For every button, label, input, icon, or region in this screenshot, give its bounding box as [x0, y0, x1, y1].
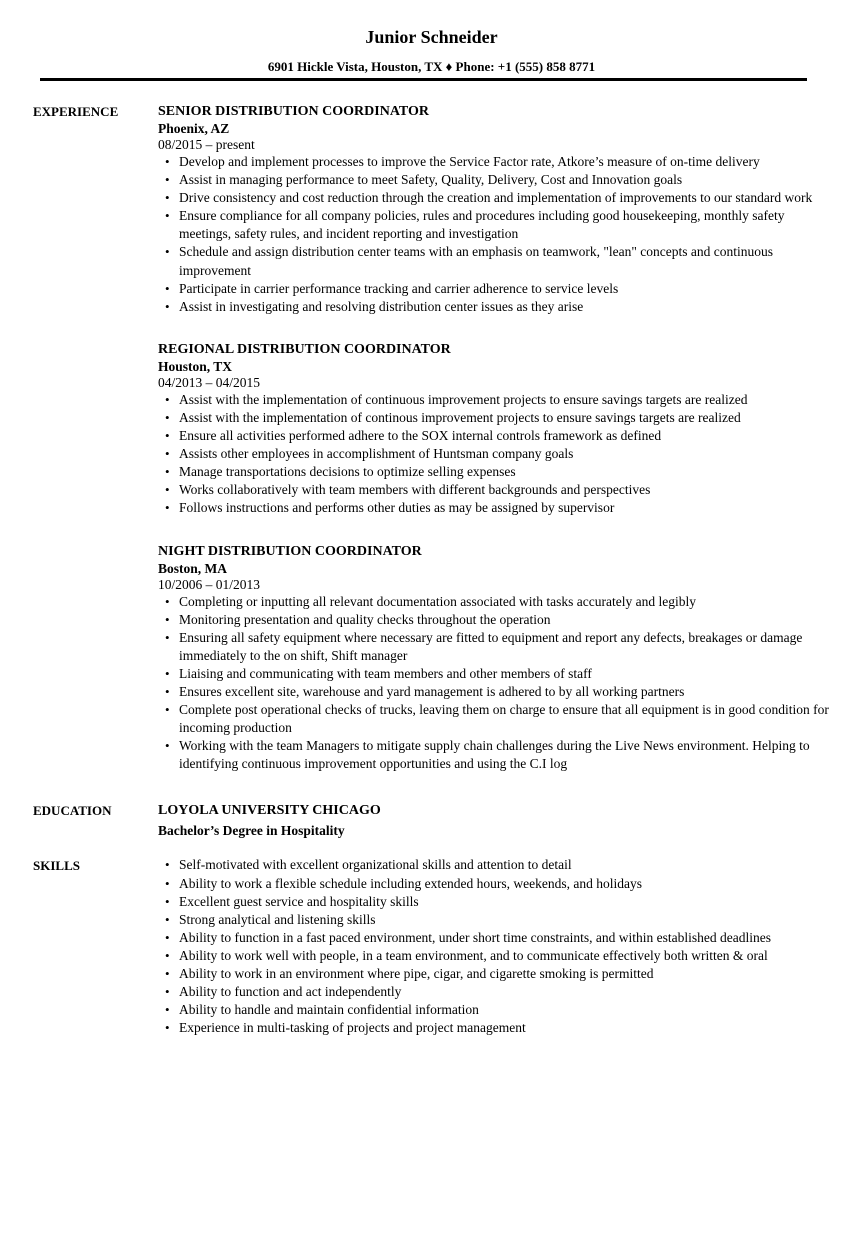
degree-name: Bachelor’s Degree in Hospitality — [158, 823, 345, 839]
job-location: Boston, MA — [158, 560, 228, 576]
bullet-item: • Assist with the implementation of continous improvement projects to ensure savings targets are realized — [158, 409, 830, 427]
job-title: NIGHT DISTRIBUTION COORDINATOR — [158, 543, 422, 559]
bullet-item: • Manage transportations decisions to optimize selling expenses — [158, 463, 830, 481]
bullet-item: • Assist in investigating and resolving distribution center issues as they arise — [158, 298, 830, 316]
bullet-item: • Drive consistency and cost reduction through the creation and implementation of improvements to our standard work — [158, 189, 830, 207]
section-education — [33, 801, 830, 839]
bullet-item: • Liaising and communicating with team members and other members of staff — [158, 665, 830, 683]
bullet-item: • Strong analytical and listening skills — [158, 911, 830, 929]
bullet-item: • Completing or inputting all relevant documentation associated with tasks accurately and legibly — [158, 593, 830, 611]
section-skills — [33, 856, 830, 1037]
bullet-item: • Experience in multi-tasking of projects and project management — [158, 1019, 830, 1037]
contact-line: 6901 Hickle Vista, Houston, TX ♦ Phone: +1 (555) 858 8771 — [267, 59, 596, 74]
education-content — [158, 801, 830, 839]
bullet-item: • Working with the team Managers to mitigate supply chain challenges during the Live News environment. Helping to identifying continuous improvement opportunities and using the C.I log — [158, 737, 830, 773]
bullet-item: • Ensure compliance for all company policies, rules and procedures including good housekeeping, monthly safety meetings, safety rules, and incident reporting and investigation — [158, 207, 830, 243]
bullet-item: • Develop and implement processes to improve the Service Factor rate, Atkore’s measure of on-time delivery — [158, 153, 830, 171]
job-title: SENIOR DISTRIBUTION COORDINATOR — [158, 104, 429, 119]
skills-bullet-list — [158, 856, 830, 1037]
person-name: Junior Schneider — [365, 27, 498, 47]
bullet-item: • Ensures excellent site, warehouse and yard management is adhered to by all working partners — [158, 683, 830, 701]
bullet-item: • Ability to work a flexible schedule including extended hours, weekends, and holidays — [158, 875, 830, 893]
job-location: Houston, TX — [158, 358, 233, 374]
bullet-item: • Ability to work in an environment where pipe, cigar, and cigarette smoking is permitted — [158, 965, 830, 983]
school-name: LOYOLA UNIVERSITY CHICAGO — [158, 803, 381, 819]
bullet-item: • Follows instructions and performs other duties as may be assigned by supervisor — [158, 499, 830, 517]
job-title: REGIONAL DISTRIBUTION COORDINATOR — [158, 341, 451, 357]
bullet-item: • Excellent guest service and hospitality skills — [158, 893, 830, 911]
job-dates: 08/2015 – present — [158, 137, 255, 152]
skills-content — [158, 856, 830, 1037]
job-entry-regional — [158, 340, 830, 518]
section-experience — [33, 102, 830, 773]
job-entry-night — [158, 542, 830, 774]
bullet-item: • Ability to function in a fast paced environment, under short time constraints, and within established deadlines — [158, 929, 830, 947]
section-label-skills: SKILLS — [33, 858, 80, 874]
bullet-item: • Ability to function and act independently — [158, 983, 830, 1001]
bullet-item: • Assists other employees in accomplishment of Huntsman company goals — [158, 445, 830, 463]
bullet-item: • Schedule and assign distribution center teams with an emphasis on teamwork, "lean" concepts and continuous improvement — [158, 243, 830, 279]
bullet-item: • Monitoring presentation and quality checks throughout the operation — [158, 611, 830, 629]
section-label-experience: EXPERIENCE — [33, 104, 119, 119]
bullet-item: • Ability to handle and maintain confidential information — [158, 1001, 830, 1019]
bullet-item: • Self-motivated with excellent organizational skills and attention to detail — [158, 856, 830, 874]
job-entry-senior — [158, 102, 830, 316]
bullet-item: • Complete post operational checks of trucks, leaving them on charge to ensure that all equipment is in good condition for incoming production — [158, 701, 830, 737]
bullet-item: • Ability to work well with people, in a team environment, and to communicate effectively both written & oral — [158, 947, 830, 965]
bullet-item: • Assist in managing performance to meet Safety, Quality, Delivery, Cost and Innovation goals — [158, 171, 830, 189]
header-divider — [40, 78, 807, 81]
job-bullet-list — [158, 153, 830, 316]
job-location: Phoenix, AZ — [158, 121, 230, 136]
job-dates: 10/2006 – 01/2013 — [158, 576, 261, 592]
bullet-item: • Assist with the implementation of continuous improvement projects to ensure savings targets are realized — [158, 391, 830, 409]
bullet-item: • Ensure all activities performed adhere to the SOX internal controls framework as defined — [158, 427, 830, 445]
resume-header — [33, 27, 830, 81]
job-bullet-list — [158, 593, 830, 774]
bullet-item: • Participate in carrier performance tracking and carrier adherence to service levels — [158, 280, 830, 298]
experience-content — [158, 102, 830, 773]
bullet-item: • Works collaboratively with team members with different backgrounds and perspectives — [158, 481, 830, 499]
job-dates: 04/2013 – 04/2015 — [158, 374, 261, 390]
job-bullet-list — [158, 391, 830, 518]
bullet-item: • Ensuring all safety equipment where necessary are fitted to equipment and report any defects, breakages or damage immediately to the on shift, Shift manager — [158, 629, 830, 665]
section-label-education: EDUCATION — [33, 803, 112, 819]
